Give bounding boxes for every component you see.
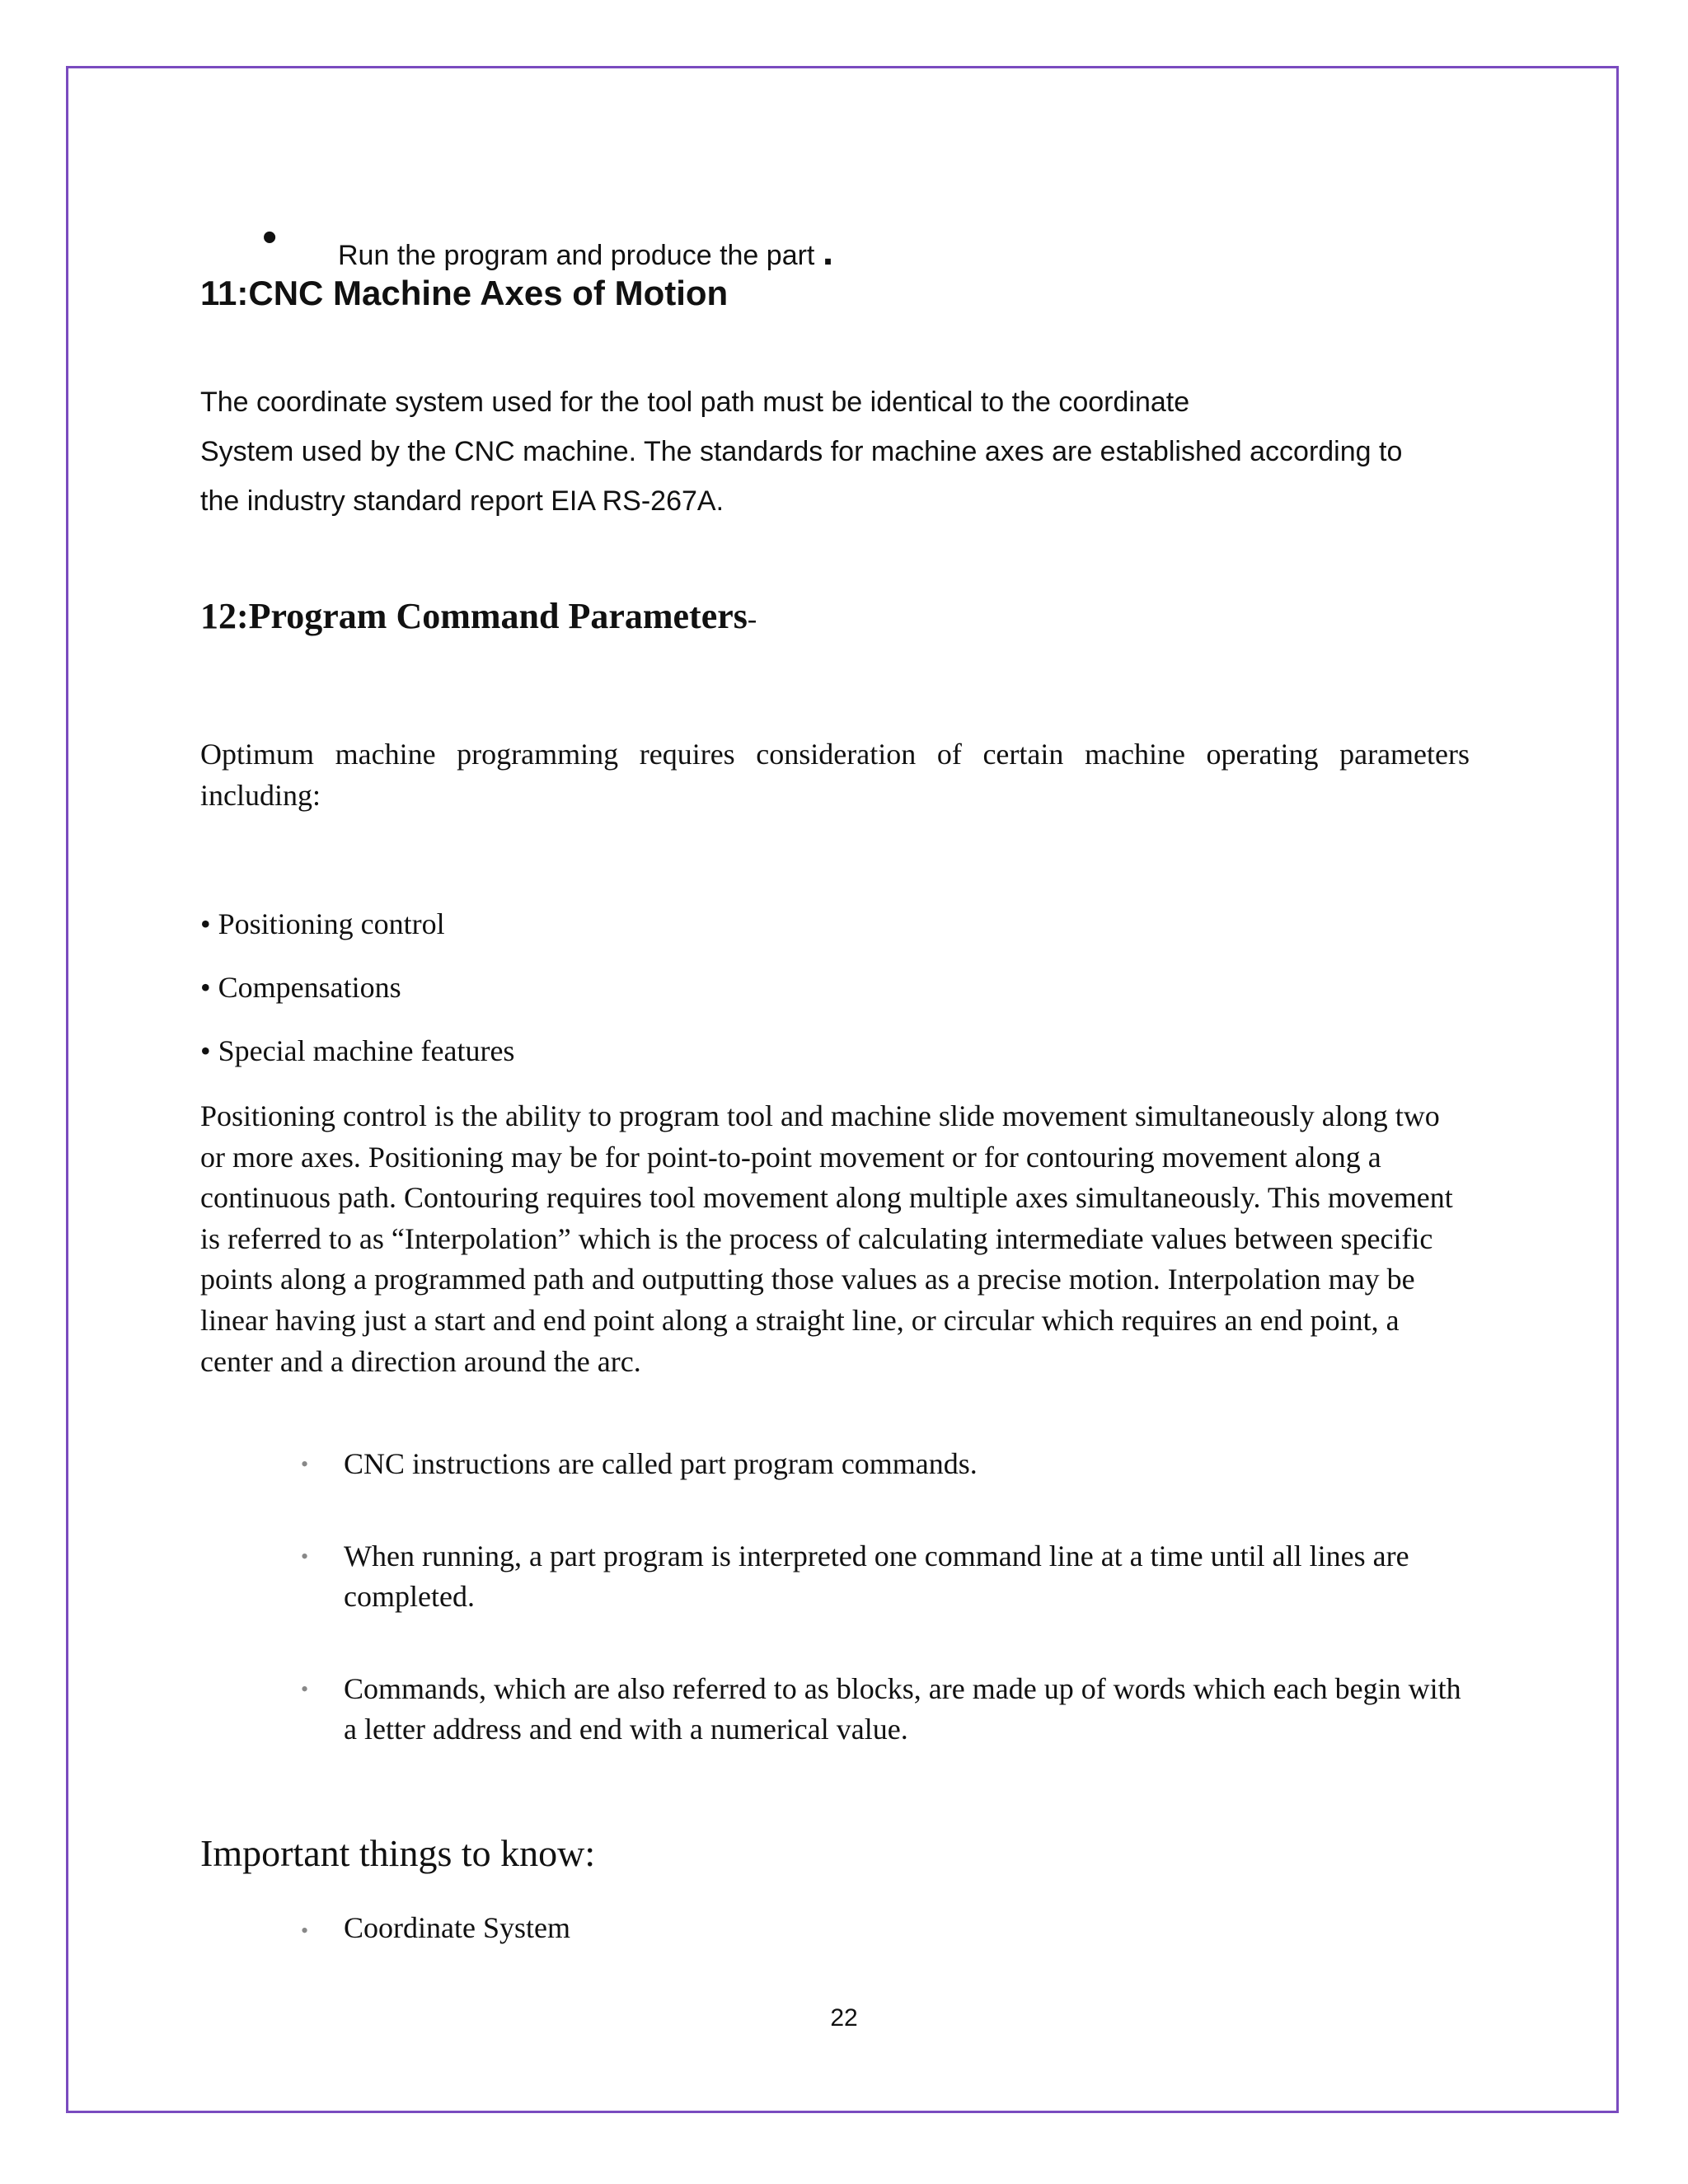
- positioning-control-paragraph: Positioning control is the ability to program tool and machine slide movement simultaneously along two or more axes. Positioning may be for point-to-point movement or for contouring movement along a continuous path. Contouring requires tool movement along multiple axes simultaneously. This movement is referred to as “Interpolation” which is the process of calculating intermediate values between specific points along a programmed path and outputting those values as a precise motion. Interpolation may be linear having just a start and end point along a straight line, or circular which requires an end point, a center and a direction around the arc.: [200, 1099, 1453, 1378]
- section-12-heading-suffix: -: [747, 604, 757, 635]
- list-item-text: Coordinate System: [344, 1911, 570, 1944]
- list-item: [301, 1536, 1471, 1617]
- page-number: 22: [830, 2004, 858, 2032]
- top-bullet-item: [338, 229, 833, 274]
- top-bullet-period: .: [822, 230, 834, 274]
- parameter-item: • Compensations: [200, 971, 401, 1004]
- commands-bullet-list: [301, 1444, 1471, 1750]
- list-item: [301, 1910, 570, 1945]
- bullet-marker: •: [262, 213, 278, 261]
- bullet-marker: •: [301, 1919, 309, 1943]
- list-item-text: Commands, which are also referred to as blocks, are made up of words which each begin with a letter address and end with a numerical value.: [344, 1672, 1461, 1746]
- list-item-text: When running, a part program is interpreted one command line at a time until all lines are completed.: [344, 1540, 1409, 1613]
- bullet-marker: •: [301, 1544, 309, 1568]
- section-11-paragraph: [200, 377, 1486, 526]
- list-item: [301, 1669, 1471, 1750]
- section-12-heading: [200, 595, 757, 637]
- parameter-item: • Special machine features: [200, 1034, 515, 1067]
- list-item: [301, 1444, 1471, 1484]
- paragraph-line: the industry standard report EIA RS-267A.: [200, 485, 724, 517]
- important-heading: Important things to know:: [200, 1832, 596, 1874]
- parameters-list: [200, 903, 514, 1094]
- section-11-heading: 11:CNC Machine Axes of Motion: [200, 274, 729, 312]
- list-item-text: CNC instructions are called part program commands.: [344, 1447, 978, 1480]
- paragraph-line: System used by the CNC machine. The standards for machine axes are established according to: [200, 436, 1403, 467]
- top-bullet-text: Run the program and produce the part: [338, 240, 815, 271]
- section-12-heading-text: 12:Program Command Parameters: [200, 596, 748, 636]
- section-12-intro: Optimum machine programming requires consideration of certain machine operating parameters including:: [200, 738, 1470, 812]
- bullet-marker: •: [301, 1452, 309, 1476]
- bullet-marker: •: [301, 1677, 309, 1701]
- paragraph-line: The coordinate system used for the tool path must be identical to the coordinate: [200, 387, 1190, 418]
- parameter-item: • Positioning control: [200, 907, 445, 940]
